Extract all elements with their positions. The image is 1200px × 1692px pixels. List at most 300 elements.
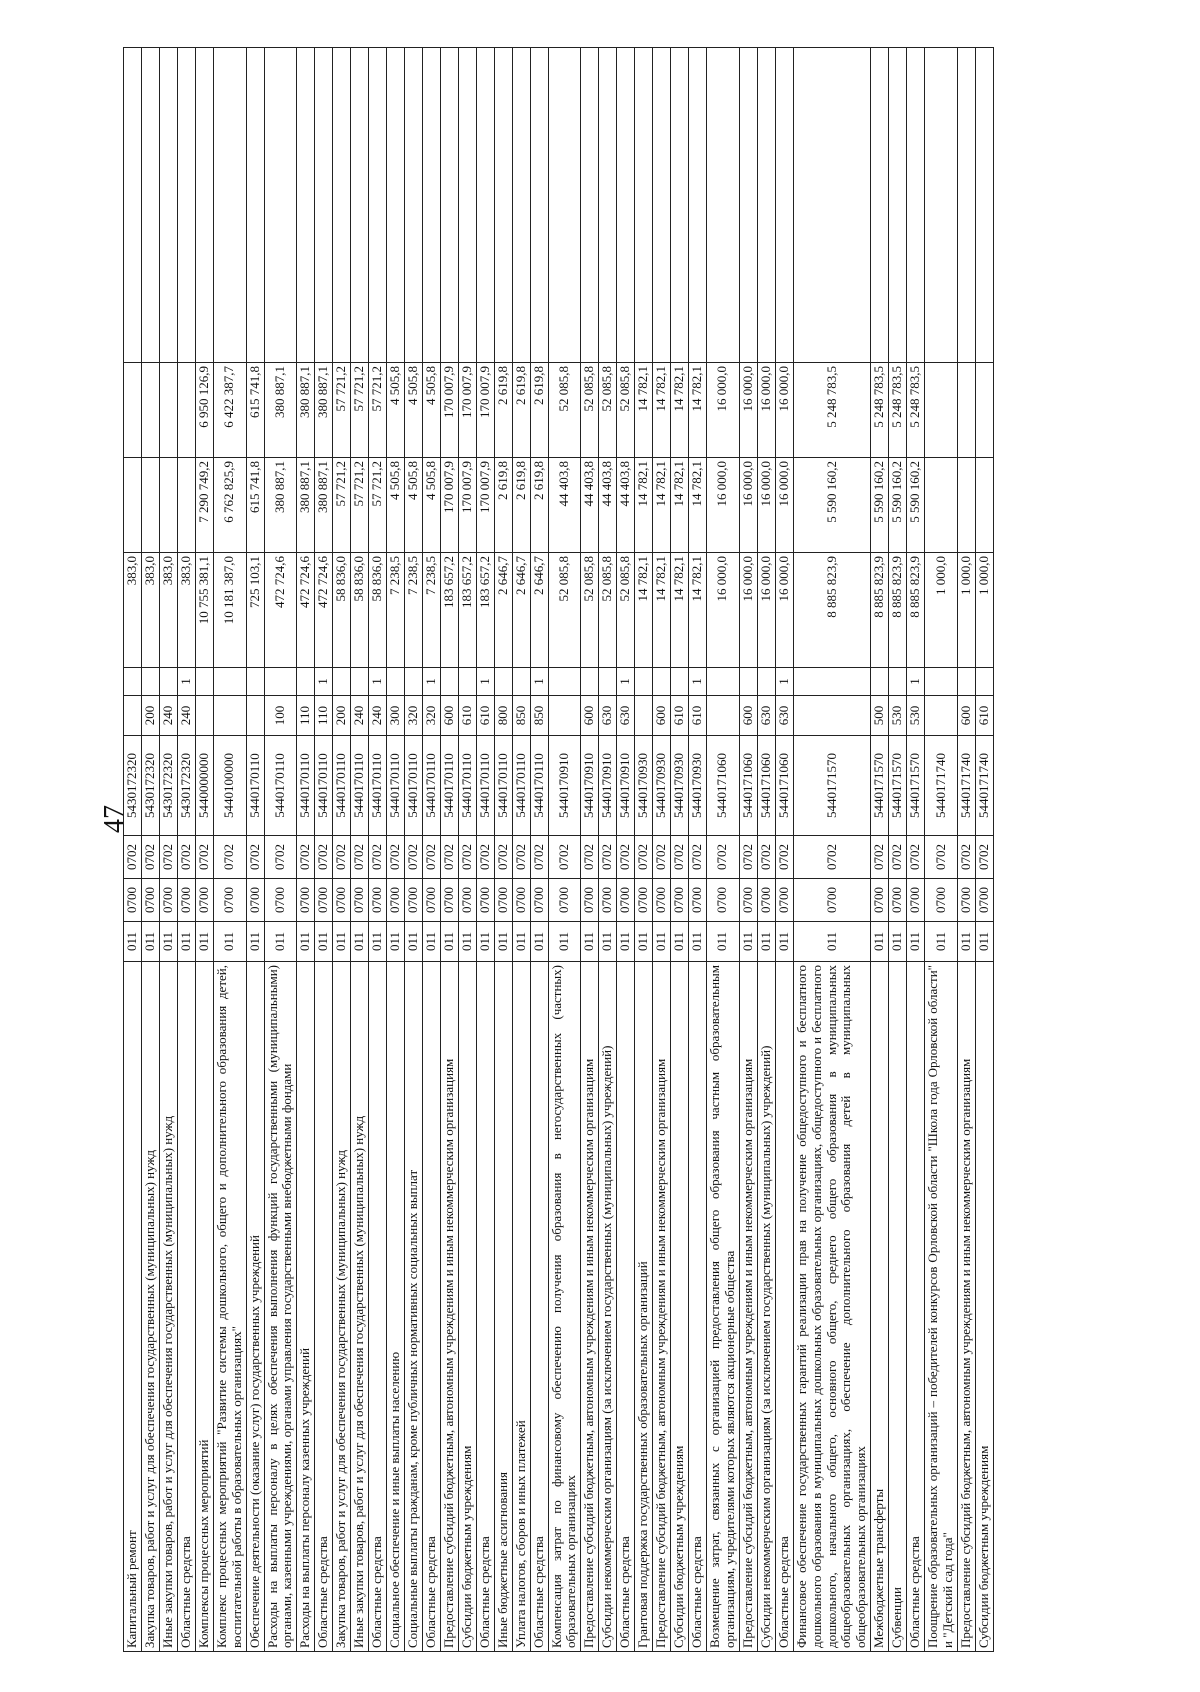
blank-cell <box>907 48 925 363</box>
rz-code-cell: 0700 <box>124 879 142 922</box>
gr-code-cell: 011 <box>530 922 548 962</box>
row-name-cell: Субвенции <box>889 962 907 1652</box>
amount-year3-cell: 615 741,8 <box>246 363 264 458</box>
cs-code-cell: 5440171570 <box>889 736 907 836</box>
amount-year3-cell: 6 950 126,9 <box>195 363 213 458</box>
table-row <box>246 48 264 1652</box>
vr-code-cell: 240 <box>177 696 195 736</box>
row-name-cell: Областные средства <box>177 962 195 1652</box>
source-code-cell <box>975 668 993 696</box>
vr-code-cell <box>213 696 246 736</box>
row-name-cell: Закупка товаров, работ и услуг для обеспечения государственных (муниципальных) нужд <box>141 962 159 1652</box>
blank-cell <box>530 48 548 363</box>
table-row <box>635 48 653 1652</box>
source-code-cell <box>264 668 297 696</box>
amount-year1-cell: 10 755 381,1 <box>195 553 213 668</box>
source-code-cell: 1 <box>775 668 793 696</box>
table-row <box>757 48 775 1652</box>
amount-year3-cell <box>159 363 177 458</box>
gr-code-cell: 011 <box>297 922 315 962</box>
rz-code-cell: 0700 <box>512 879 530 922</box>
amount-year3-cell <box>141 363 159 458</box>
rz-code-cell: 0700 <box>889 879 907 922</box>
gr-code-cell: 011 <box>958 922 976 962</box>
rz-code-cell: 0700 <box>925 879 958 922</box>
amount-year1-cell: 52 085,8 <box>548 553 581 668</box>
vr-code-cell: 610 <box>671 696 689 736</box>
vr-code-cell: 300 <box>387 696 405 736</box>
source-code-cell <box>671 668 689 696</box>
pr-code-cell: 0702 <box>689 836 707 879</box>
table-row <box>440 48 458 1652</box>
gr-code-cell: 011 <box>177 922 195 962</box>
gr-code-cell: 011 <box>351 922 369 962</box>
cs-code-cell: 5440170110 <box>369 736 387 836</box>
amount-year1-cell: 16 000,0 <box>739 553 757 668</box>
pr-code-cell: 0702 <box>775 836 793 879</box>
pr-code-cell: 0702 <box>653 836 671 879</box>
source-code-cell <box>458 668 476 696</box>
table-row <box>141 48 159 1652</box>
amount-year3-cell: 2 619,8 <box>494 363 512 458</box>
amount-year2-cell: 16 000,0 <box>706 458 739 553</box>
amount-year3-cell: 5 248 783,5 <box>793 363 871 458</box>
vr-code-cell: 600 <box>581 696 599 736</box>
source-code-cell: 1 <box>689 668 707 696</box>
row-name-cell: Уплата налогов, сборов и иных платежей <box>512 962 530 1652</box>
amount-year2-cell <box>958 458 976 553</box>
amount-year1-cell: 383,0 <box>177 553 195 668</box>
amount-year1-cell: 472 724,6 <box>297 553 315 668</box>
vr-code-cell <box>925 696 958 736</box>
rz-code-cell: 0700 <box>599 879 617 922</box>
amount-year1-cell: 183 657,2 <box>476 553 494 668</box>
vr-code-cell <box>793 696 871 736</box>
source-code-cell <box>195 668 213 696</box>
pr-code-cell: 0702 <box>581 836 599 879</box>
table-row <box>548 48 581 1652</box>
cs-code-cell: 5440170110 <box>476 736 494 836</box>
vr-code-cell: 850 <box>512 696 530 736</box>
row-name-cell: Предоставление субсидий бюджетным, автономным учреждениям и иным некоммерческим организациям <box>958 962 976 1652</box>
amount-year3-cell: 16 000,0 <box>739 363 757 458</box>
source-code-cell <box>757 668 775 696</box>
pr-code-cell: 0702 <box>889 836 907 879</box>
table-row <box>387 48 405 1652</box>
table-row <box>195 48 213 1652</box>
gr-code-cell: 011 <box>494 922 512 962</box>
amount-year1-cell: 58 836,0 <box>369 553 387 668</box>
amount-year3-cell: 380 887,1 <box>297 363 315 458</box>
source-code-cell <box>653 668 671 696</box>
table-row <box>476 48 494 1652</box>
rz-code-cell: 0700 <box>246 879 264 922</box>
source-code-cell <box>958 668 976 696</box>
source-code-cell <box>351 668 369 696</box>
vr-code-cell: 600 <box>739 696 757 736</box>
pr-code-cell: 0702 <box>599 836 617 879</box>
cs-code-cell: 5440170110 <box>494 736 512 836</box>
amount-year2-cell: 44 403,8 <box>548 458 581 553</box>
vr-code-cell: 320 <box>405 696 423 736</box>
pr-code-cell: 0702 <box>871 836 889 879</box>
blank-cell <box>512 48 530 363</box>
rz-code-cell: 0700 <box>351 879 369 922</box>
source-code-cell <box>548 668 581 696</box>
gr-code-cell: 011 <box>617 922 635 962</box>
amount-year3-cell: 57 721,2 <box>369 363 387 458</box>
amount-year3-cell <box>975 363 993 458</box>
rotated-page <box>123 48 1023 1652</box>
blank-cell <box>124 48 142 363</box>
amount-year1-cell: 14 782,1 <box>671 553 689 668</box>
pr-code-cell: 0702 <box>476 836 494 879</box>
amount-year3-cell: 14 782,1 <box>635 363 653 458</box>
table-row <box>458 48 476 1652</box>
blank-cell <box>387 48 405 363</box>
amount-year3-cell <box>958 363 976 458</box>
vr-code-cell: 600 <box>653 696 671 736</box>
row-name-cell: Комплекс процессных мероприятий "Развитие системы дошкольного, общего и дополнительного образования детей, воспитательной работы в образовательных организациях" <box>213 962 246 1652</box>
amount-year2-cell <box>177 458 195 553</box>
amount-year1-cell: 2 646,7 <box>512 553 530 668</box>
amount-year2-cell: 44 403,8 <box>617 458 635 553</box>
source-code-cell: 1 <box>369 668 387 696</box>
source-code-cell <box>871 668 889 696</box>
cs-code-cell: 5440170930 <box>653 736 671 836</box>
row-name-cell: Социальные выплаты гражданам, кроме публичных нормативных социальных выплат <box>405 962 423 1652</box>
source-code-cell <box>494 668 512 696</box>
table-row <box>907 48 925 1652</box>
cs-code-cell: 5440171060 <box>739 736 757 836</box>
source-code-cell <box>793 668 871 696</box>
rz-code-cell: 0700 <box>159 879 177 922</box>
source-code-cell <box>635 668 653 696</box>
pr-code-cell: 0702 <box>925 836 958 879</box>
amount-year1-cell: 383,0 <box>124 553 142 668</box>
row-name-cell: Областные средства <box>907 962 925 1652</box>
amount-year3-cell: 4 505,8 <box>422 363 440 458</box>
amount-year2-cell: 6 762 825,9 <box>213 458 246 553</box>
cs-code-cell: 5440171570 <box>907 736 925 836</box>
blank-cell <box>246 48 264 363</box>
gr-code-cell: 011 <box>246 922 264 962</box>
blank-cell <box>671 48 689 363</box>
rz-code-cell: 0700 <box>757 879 775 922</box>
vr-code-cell: 530 <box>907 696 925 736</box>
amount-year2-cell: 16 000,0 <box>775 458 793 553</box>
pr-code-cell: 0702 <box>530 836 548 879</box>
amount-year1-cell: 14 782,1 <box>635 553 653 668</box>
pr-code-cell: 0702 <box>195 836 213 879</box>
gr-code-cell: 011 <box>635 922 653 962</box>
cs-code-cell: 5430172320 <box>141 736 159 836</box>
amount-year3-cell: 6 422 387,7 <box>213 363 246 458</box>
table-row <box>689 48 707 1652</box>
amount-year3-cell: 170 007,9 <box>440 363 458 458</box>
rz-code-cell: 0700 <box>739 879 757 922</box>
pr-code-cell: 0702 <box>246 836 264 879</box>
pr-code-cell: 0702 <box>387 836 405 879</box>
budget-table <box>123 47 994 1652</box>
rz-code-cell: 0700 <box>141 879 159 922</box>
amount-year3-cell: 14 782,1 <box>689 363 707 458</box>
gr-code-cell: 011 <box>458 922 476 962</box>
rz-code-cell: 0700 <box>458 879 476 922</box>
amount-year2-cell: 16 000,0 <box>757 458 775 553</box>
row-name-cell: Компенсация затрат по финансовому обеспечению получения образования в негосударственных (частных) образовательных организациях <box>548 962 581 1652</box>
rz-code-cell: 0700 <box>213 879 246 922</box>
gr-code-cell: 011 <box>159 922 177 962</box>
amount-year3-cell <box>124 363 142 458</box>
gr-code-cell: 011 <box>975 922 993 962</box>
blank-cell <box>195 48 213 363</box>
amount-year3-cell: 52 085,8 <box>581 363 599 458</box>
amount-year2-cell: 57 721,2 <box>369 458 387 553</box>
pr-code-cell: 0702 <box>757 836 775 879</box>
rz-code-cell: 0700 <box>671 879 689 922</box>
table-row <box>599 48 617 1652</box>
blank-cell <box>706 48 739 363</box>
amount-year1-cell: 183 657,2 <box>440 553 458 668</box>
gr-code-cell: 011 <box>387 922 405 962</box>
amount-year1-cell: 1 000,0 <box>958 553 976 668</box>
source-code-cell <box>141 668 159 696</box>
rz-code-cell: 0700 <box>422 879 440 922</box>
blank-cell <box>476 48 494 363</box>
vr-code-cell <box>635 696 653 736</box>
pr-code-cell: 0702 <box>141 836 159 879</box>
rz-code-cell: 0700 <box>871 879 889 922</box>
source-code-cell <box>706 668 739 696</box>
cs-code-cell: 5440170110 <box>530 736 548 836</box>
cs-code-cell: 5440000000 <box>195 736 213 836</box>
amount-year2-cell: 14 782,1 <box>635 458 653 553</box>
pr-code-cell: 0702 <box>635 836 653 879</box>
amount-year2-cell: 380 887,1 <box>315 458 333 553</box>
amount-year2-cell: 170 007,9 <box>476 458 494 553</box>
vr-code-cell <box>124 696 142 736</box>
pr-code-cell: 0702 <box>405 836 423 879</box>
amount-year2-cell: 5 590 160,2 <box>889 458 907 553</box>
source-code-cell <box>440 668 458 696</box>
amount-year1-cell: 14 782,1 <box>653 553 671 668</box>
pr-code-cell: 0702 <box>297 836 315 879</box>
cs-code-cell: 5440170110 <box>315 736 333 836</box>
vr-code-cell <box>195 696 213 736</box>
gr-code-cell: 011 <box>706 922 739 962</box>
row-name-cell: Иные закупки товаров, работ и услуг для обеспечения государственных (муниципальных) нужд <box>351 962 369 1652</box>
pr-code-cell: 0702 <box>177 836 195 879</box>
blank-cell <box>871 48 889 363</box>
amount-year1-cell: 7 238,5 <box>387 553 405 668</box>
table-row <box>671 48 689 1652</box>
gr-code-cell: 011 <box>671 922 689 962</box>
pr-code-cell: 0702 <box>213 836 246 879</box>
pr-code-cell: 0702 <box>548 836 581 879</box>
cs-code-cell: 5440171060 <box>775 736 793 836</box>
cs-code-cell: 5440170110 <box>440 736 458 836</box>
amount-year3-cell: 52 085,8 <box>617 363 635 458</box>
gr-code-cell: 011 <box>757 922 775 962</box>
blank-cell <box>315 48 333 363</box>
amount-year1-cell: 1 000,0 <box>925 553 958 668</box>
blank-cell <box>653 48 671 363</box>
amount-year2-cell: 170 007,9 <box>458 458 476 553</box>
rz-code-cell: 0700 <box>177 879 195 922</box>
amount-year3-cell: 14 782,1 <box>653 363 671 458</box>
amount-year2-cell: 14 782,1 <box>689 458 707 553</box>
gr-code-cell: 011 <box>871 922 889 962</box>
row-name-cell: Областные средства <box>530 962 548 1652</box>
cs-code-cell: 5440170110 <box>333 736 351 836</box>
blank-cell <box>405 48 423 363</box>
gr-code-cell: 011 <box>653 922 671 962</box>
gr-code-cell: 011 <box>264 922 297 962</box>
row-name-cell: Межбюджетные трансферты <box>871 962 889 1652</box>
cs-code-cell: 5440170110 <box>264 736 297 836</box>
row-name-cell: Предоставление субсидий бюджетным, автономным учреждениям и иным некоммерческим организациям <box>653 962 671 1652</box>
cs-code-cell: 5440170930 <box>689 736 707 836</box>
blank-cell <box>775 48 793 363</box>
gr-code-cell: 011 <box>889 922 907 962</box>
amount-year3-cell: 5 248 783,5 <box>871 363 889 458</box>
table-body <box>124 48 994 1652</box>
pr-code-cell: 0702 <box>739 836 757 879</box>
amount-year2-cell: 2 619,8 <box>530 458 548 553</box>
amount-year3-cell: 16 000,0 <box>706 363 739 458</box>
amount-year2-cell: 2 619,8 <box>512 458 530 553</box>
blank-cell <box>889 48 907 363</box>
vr-code-cell: 610 <box>458 696 476 736</box>
blank-cell <box>264 48 297 363</box>
blank-cell <box>739 48 757 363</box>
rz-code-cell: 0700 <box>975 879 993 922</box>
gr-code-cell: 011 <box>315 922 333 962</box>
gr-code-cell: 011 <box>548 922 581 962</box>
cs-code-cell: 5440170110 <box>512 736 530 836</box>
pr-code-cell: 0702 <box>617 836 635 879</box>
source-code-cell: 1 <box>476 668 494 696</box>
vr-code-cell: 630 <box>757 696 775 736</box>
amount-year1-cell: 10 181 387,0 <box>213 553 246 668</box>
vr-code-cell: 600 <box>958 696 976 736</box>
amount-year2-cell <box>925 458 958 553</box>
rz-code-cell: 0700 <box>333 879 351 922</box>
pr-code-cell: 0702 <box>975 836 993 879</box>
table-row <box>369 48 387 1652</box>
row-name-cell: Иные закупки товаров, работ и услуг для обеспечения государственных (муниципальных) нужд <box>159 962 177 1652</box>
amount-year2-cell <box>124 458 142 553</box>
rz-code-cell: 0700 <box>775 879 793 922</box>
amount-year1-cell: 2 646,7 <box>494 553 512 668</box>
amount-year1-cell: 8 885 823,9 <box>889 553 907 668</box>
amount-year3-cell: 52 085,8 <box>599 363 617 458</box>
table-row <box>925 48 958 1652</box>
pr-code-cell: 0702 <box>671 836 689 879</box>
rz-code-cell: 0700 <box>297 879 315 922</box>
amount-year2-cell: 4 505,8 <box>387 458 405 553</box>
amount-year2-cell: 5 590 160,2 <box>907 458 925 553</box>
amount-year1-cell: 58 836,0 <box>351 553 369 668</box>
source-code-cell <box>599 668 617 696</box>
gr-code-cell: 011 <box>512 922 530 962</box>
cs-code-cell: 5440170930 <box>635 736 653 836</box>
amount-year1-cell: 52 085,8 <box>581 553 599 668</box>
table-row <box>706 48 739 1652</box>
vr-code-cell: 630 <box>617 696 635 736</box>
pr-code-cell: 0702 <box>333 836 351 879</box>
cs-code-cell: 5440170110 <box>405 736 423 836</box>
source-code-cell <box>925 668 958 696</box>
vr-code-cell: 630 <box>775 696 793 736</box>
blank-cell <box>689 48 707 363</box>
rz-code-cell: 0700 <box>548 879 581 922</box>
rz-code-cell: 0700 <box>581 879 599 922</box>
gr-code-cell: 011 <box>440 922 458 962</box>
table-row <box>512 48 530 1652</box>
pr-code-cell: 0702 <box>907 836 925 879</box>
vr-code-cell: 200 <box>141 696 159 736</box>
pr-code-cell: 0702 <box>315 836 333 879</box>
source-code-cell <box>387 668 405 696</box>
amount-year1-cell: 14 782,1 <box>689 553 707 668</box>
table-row <box>581 48 599 1652</box>
vr-code-cell <box>706 696 739 736</box>
source-code-cell <box>246 668 264 696</box>
amount-year2-cell: 380 887,1 <box>297 458 315 553</box>
amount-year2-cell: 615 741,8 <box>246 458 264 553</box>
amount-year3-cell: 5 248 783,5 <box>907 363 925 458</box>
pr-code-cell: 0702 <box>494 836 512 879</box>
row-name-cell: Субсидии некоммерческим организациям (за исключением государственных (муниципальных) учреждений) <box>599 962 617 1652</box>
vr-code-cell: 800 <box>494 696 512 736</box>
vr-code-cell: 240 <box>159 696 177 736</box>
rz-code-cell: 0700 <box>617 879 635 922</box>
row-name-cell: Комплексы процессных мероприятий <box>195 962 213 1652</box>
vr-code-cell: 500 <box>871 696 889 736</box>
amount-year2-cell: 57 721,2 <box>351 458 369 553</box>
table-row <box>889 48 907 1652</box>
pr-code-cell: 0702 <box>958 836 976 879</box>
cs-code-cell: 5440171740 <box>958 736 976 836</box>
pr-code-cell: 0702 <box>351 836 369 879</box>
table-row <box>494 48 512 1652</box>
gr-code-cell: 011 <box>141 922 159 962</box>
blank-cell <box>177 48 195 363</box>
table-row <box>653 48 671 1652</box>
pr-code-cell: 0702 <box>264 836 297 879</box>
table-row <box>775 48 793 1652</box>
blank-cell <box>494 48 512 363</box>
blank-cell <box>617 48 635 363</box>
amount-year3-cell: 5 248 783,5 <box>889 363 907 458</box>
vr-code-cell: 530 <box>889 696 907 736</box>
blank-cell <box>458 48 476 363</box>
cs-code-cell: 5430172320 <box>177 736 195 836</box>
row-name-cell: Поощрение образовательных организаций – победителей конкурсов Орловской области "Школа года Орловской области" и "Детский сад года" <box>925 962 958 1652</box>
amount-year3-cell: 4 505,8 <box>387 363 405 458</box>
amount-year3-cell: 52 085,8 <box>548 363 581 458</box>
amount-year2-cell: 380 887,1 <box>264 458 297 553</box>
source-code-cell <box>124 668 142 696</box>
source-code-cell <box>512 668 530 696</box>
row-name-cell: Возмещение затрат, связанных с организацией предоставления общего образования частным образовательным организациям, учредителями которых являются акционерные общества <box>706 962 739 1652</box>
table-row <box>617 48 635 1652</box>
table-row <box>975 48 993 1652</box>
source-code-cell: 1 <box>315 668 333 696</box>
amount-year1-cell: 52 085,8 <box>599 553 617 668</box>
